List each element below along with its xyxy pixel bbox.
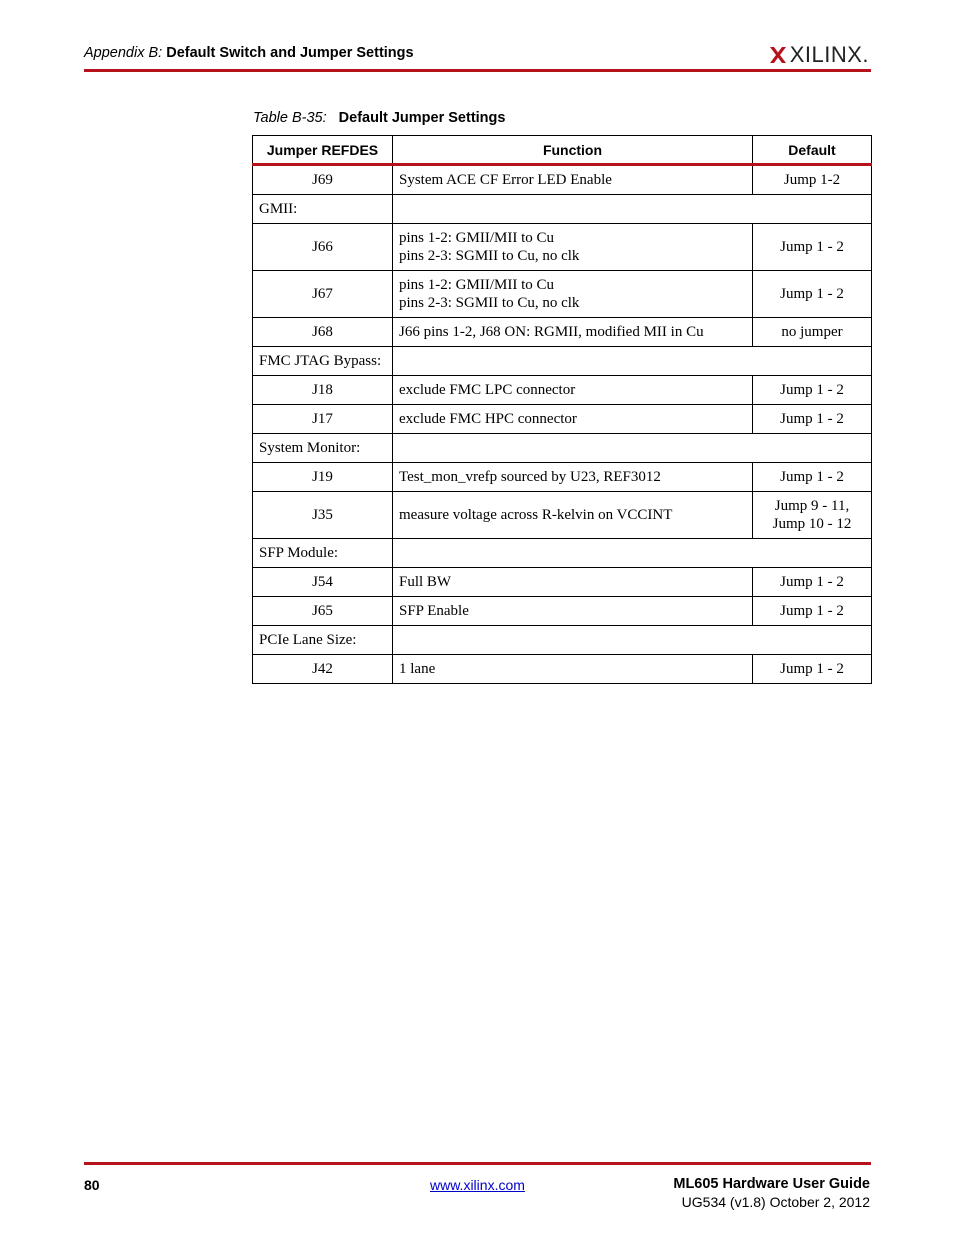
header-rule — [84, 69, 871, 72]
group-empty-cell — [393, 434, 872, 463]
jumper-refdes-cell: J18 — [253, 376, 393, 405]
table-group-row — [253, 626, 872, 655]
default-cell — [753, 224, 872, 271]
default-jumper-settings-table — [252, 135, 872, 684]
jumper-refdes-cell: J42 — [253, 655, 393, 684]
table-row — [253, 224, 872, 271]
default-cell — [753, 597, 872, 626]
column-header: Jumper REFDES — [253, 136, 393, 165]
jumper-refdes-cell: J54 — [253, 568, 393, 597]
header-title — [84, 45, 414, 61]
table-row — [253, 655, 872, 684]
default-line: Jump 1 - 2 — [780, 661, 844, 677]
default-cell — [753, 165, 872, 195]
default-line: Jump 1 - 2 — [780, 239, 844, 255]
group-label: System Monitor: — [253, 434, 393, 463]
group-empty-cell — [393, 539, 872, 568]
doc-title: ML605 Hardware User Guide — [673, 1176, 870, 1192]
jumper-refdes-cell: J19 — [253, 463, 393, 492]
default-line: Jump 1 - 2 — [780, 286, 844, 302]
column-header: Function — [393, 136, 753, 165]
default-cell — [753, 318, 872, 347]
function-line: System ACE CF Error LED Enable — [399, 172, 612, 188]
default-line: Jump 1 - 2 — [780, 411, 844, 427]
jumper-refdes-cell: J35 — [253, 492, 393, 539]
function-cell — [393, 597, 753, 626]
table-row — [253, 405, 872, 434]
function-cell — [393, 655, 753, 684]
function-line: exclude FMC LPC connector — [399, 382, 576, 398]
function-cell — [393, 463, 753, 492]
default-cell — [753, 271, 872, 318]
jumper-refdes-cell: J68 — [253, 318, 393, 347]
function-cell — [393, 405, 753, 434]
default-cell — [753, 405, 872, 434]
default-cell — [753, 568, 872, 597]
default-line: Jump 9 - 11, — [774, 498, 850, 514]
function-cell — [393, 568, 753, 597]
default-line: Jump 1 - 2 — [780, 603, 844, 619]
default-line: Jump 1 - 2 — [780, 469, 844, 485]
table-group-row — [253, 434, 872, 463]
table-header-row — [253, 136, 872, 165]
function-line: pins 2-3: SGMII to Cu, no clk — [399, 248, 580, 264]
website-link[interactable]: www.xilinx.com — [430, 1177, 525, 1193]
page-number: 80 — [84, 1177, 100, 1193]
default-cell — [753, 655, 872, 684]
logo-wordmark: XILINX. — [789, 42, 869, 67]
group-label: GMII: — [253, 195, 393, 224]
group-empty-cell — [393, 195, 872, 224]
jumper-refdes-cell: J67 — [253, 271, 393, 318]
function-cell — [393, 492, 753, 539]
table-row — [253, 318, 872, 347]
table-caption — [253, 110, 505, 126]
table-row — [253, 597, 872, 626]
function-line: pins 1-2: GMII/MII to Cu — [399, 277, 554, 293]
appendix-label: Appendix B: — [84, 45, 163, 61]
function-line: 1 lane — [399, 661, 436, 677]
doc-version: UG534 (v1.8) October 2, 2012 — [681, 1194, 870, 1210]
table-row — [253, 463, 872, 492]
default-line: Jump 1 - 2 — [780, 382, 844, 398]
jumper-refdes-cell: J17 — [253, 405, 393, 434]
table-number: Table B-35: — [253, 110, 327, 126]
function-line: pins 2-3: SGMII to Cu, no clk — [399, 295, 580, 311]
function-line: measure voltage across R-kelvin on VCCINT — [399, 507, 673, 523]
section-title: Default Switch and Jumper Settings — [166, 45, 414, 61]
footer-rule — [84, 1162, 871, 1165]
group-empty-cell — [393, 347, 872, 376]
footer-doc-info — [673, 1176, 870, 1210]
table-title: Default Jumper Settings — [338, 110, 506, 126]
group-label: SFP Module: — [253, 539, 393, 568]
column-header: Default — [753, 136, 872, 165]
function-cell — [393, 376, 753, 405]
page-header — [84, 42, 871, 72]
table-group-row — [253, 347, 872, 376]
table-group-row — [253, 539, 872, 568]
function-cell — [393, 165, 753, 195]
function-line: Test_mon_vrefp sourced by U23, REF3012 — [399, 469, 661, 485]
function-line: pins 1-2: GMII/MII to Cu — [399, 230, 554, 246]
function-line: SFP Enable — [399, 603, 469, 619]
function-line: J66 pins 1-2, J68 ON: RGMII, modified MII in Cu — [399, 324, 704, 340]
jumper-refdes-cell: J66 — [253, 224, 393, 271]
default-cell — [753, 463, 872, 492]
table-row — [253, 376, 872, 405]
jumper-refdes-cell: J65 — [253, 597, 393, 626]
table-row — [253, 165, 872, 195]
default-line: Jump 1-2 — [783, 172, 841, 188]
table-group-row — [253, 195, 872, 224]
table-row — [253, 271, 872, 318]
function-cell — [393, 224, 753, 271]
table-body — [253, 165, 872, 684]
xilinx-x-logo-icon — [769, 46, 787, 64]
function-cell — [393, 271, 753, 318]
jumper-refdes-cell: J69 — [253, 165, 393, 195]
function-line: Full BW — [399, 574, 452, 590]
default-line: no jumper — [781, 324, 843, 340]
default-line: Jump 1 - 2 — [780, 574, 844, 590]
default-cell — [753, 492, 872, 539]
group-label: PCIe Lane Size: — [253, 626, 393, 655]
group-label: FMC JTAG Bypass: — [253, 347, 393, 376]
function-line: exclude FMC HPC connector — [399, 411, 577, 427]
xilinx-logo — [769, 42, 869, 68]
default-cell — [753, 376, 872, 405]
default-line: Jump 10 - 12 — [772, 516, 852, 532]
table-row — [253, 492, 872, 539]
function-cell — [393, 318, 753, 347]
table-row — [253, 568, 872, 597]
group-empty-cell — [393, 626, 872, 655]
